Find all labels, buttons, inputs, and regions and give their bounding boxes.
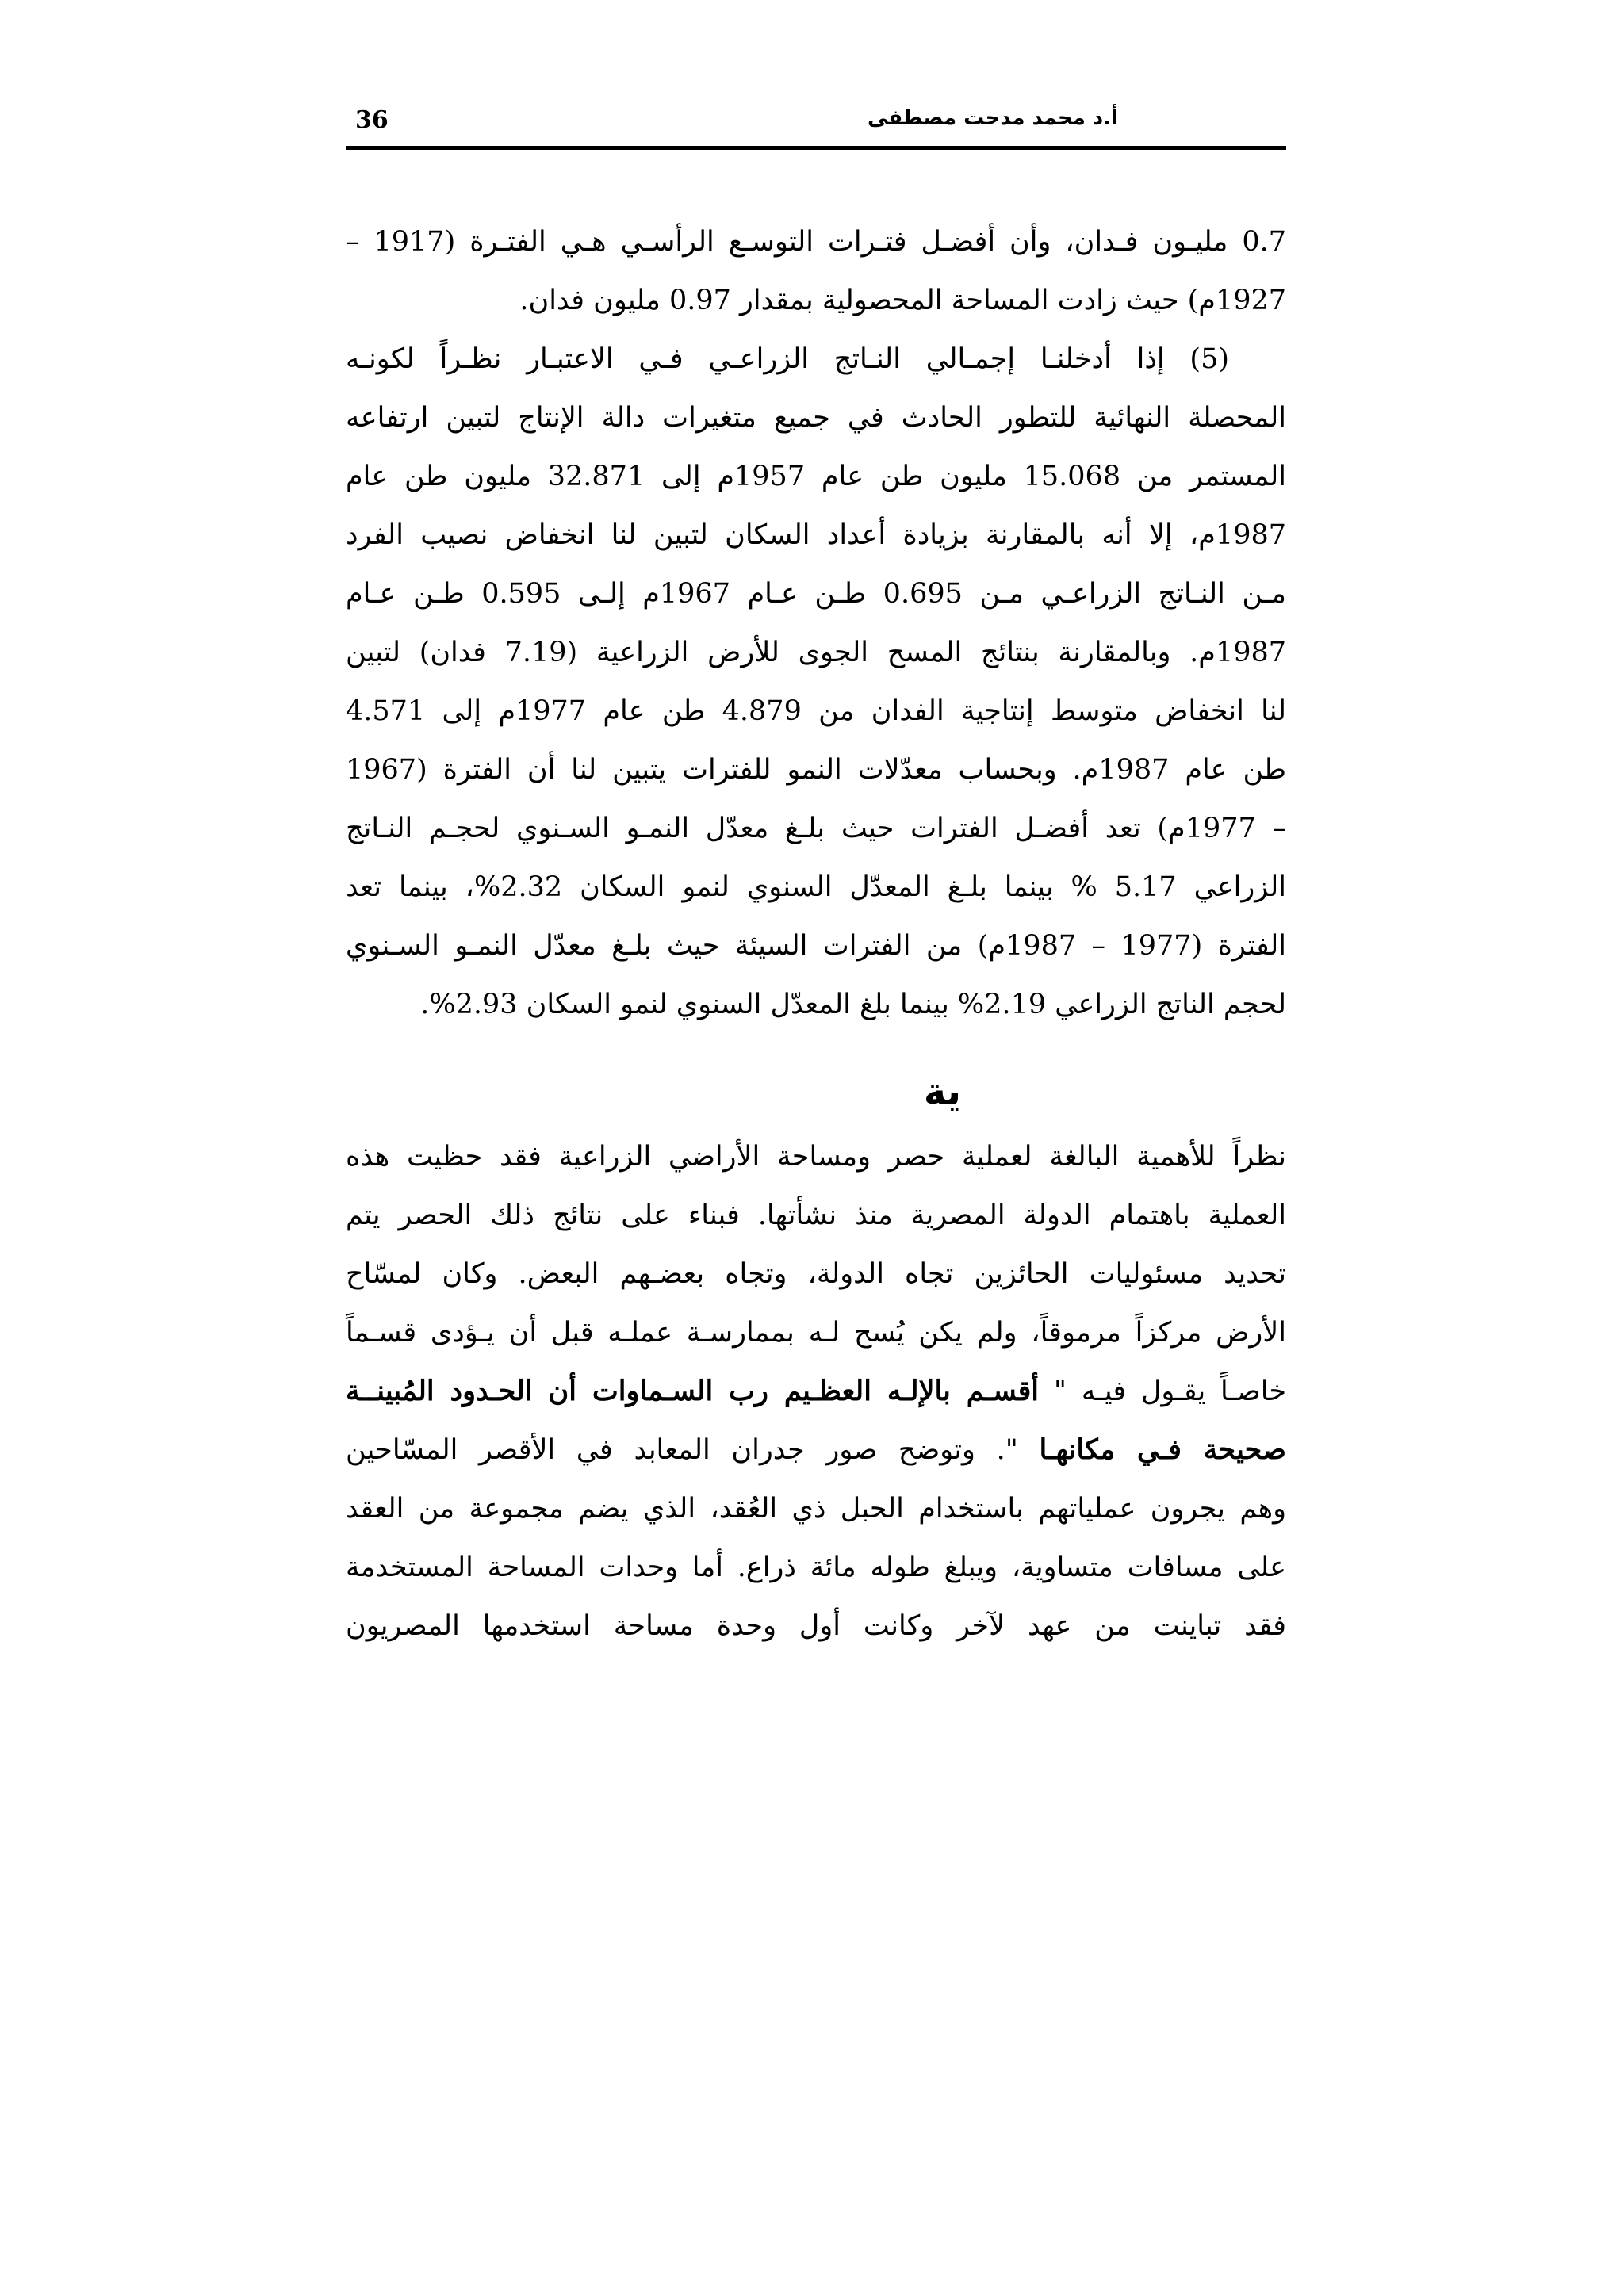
text-line: – 1977م) تعد أفضـل الفترات حيث بلـغ معدّل النمـو السـنوي لحجـم النـاتج: [346, 813, 1286, 844]
text-line: تحديد مسئوليات الحائزين تجاه الدولة، وتجاه بعضـهم البعض. وكان لمسّاح: [346, 1258, 1286, 1290]
text-line: وهم يجرون عملياتهم باستخدام الحبل ذي العُقد، الذي يضم مجموعة من العقد: [346, 1493, 1286, 1525]
oath-quote-end-bold: صحيحة فـي مكانهـا: [1039, 1433, 1286, 1466]
text-line: فقد تباينت من عهد لآخر وكانت أول وحدة مساحة استخدمها المصريون: [346, 1610, 1286, 1642]
page-header: [346, 101, 1285, 149]
text-line: 1987م. وبالمقارنة بنتائج المسح الجوى للأرض الزراعية (7.19 فدان) لتبين: [346, 637, 1286, 668]
oath-quote-bold: أقسـم بالإلـه العظـيم رب السـماوات أن الحـدود المُبينــة: [346, 1375, 1040, 1407]
text-line: 0.7 مليـون فـدان، وأن أفضـل فتـرات التوسـع الرأسـي هـي الفتـرة (1917 –: [346, 226, 1286, 258]
text-line: لحجم الناتج الزراعي 2.19% بينما بلغ المعدّل السنوي لنمو السكان 2.93%.: [420, 989, 1286, 1020]
running-head-author: أ.د محمد مدحت مصطفى: [867, 106, 1118, 130]
text-line: المستمر من 15.068 مليون طن عام 1957م إلى 32.871 مليون طن عام: [346, 461, 1286, 492]
text-line: (5) إذا أدخلنـا إجمـالي النـاتج الزراعـي فـي الاعتبـار نظـراً لكونـه: [346, 343, 1229, 375]
page-number: 36: [355, 106, 389, 134]
text-line: نظراً للأهمية البالغة لعملية حصر ومساحة الأراضي الزراعية فقد حظيت هذه: [346, 1141, 1286, 1173]
text-line: الأرض مركزاً مرموقاً، ولم يكن يُسح لـه بممارسـة عملـه قبل أن يـؤدى قسـماً: [346, 1317, 1286, 1349]
paragraph-3: [346, 1127, 1286, 1655]
text-line: 1927م) حيث زادت المساحة المحصولية بمقدار 0.97 مليون فدان.: [519, 285, 1286, 316]
text-line: المحصلة النهائية للتطور الحادث في جميع متغيرات دالة الإنتاج لتبين ارتفاعه: [346, 402, 1286, 434]
text-line: لنا انخفاض متوسط إنتاجية الفدان من 4.879 طن عام 1977م إلى 4.571: [346, 695, 1286, 727]
text-line: طن عام 1987م. وبحساب معدّلات النمو للفترات يتبين لنا أن الفترة (1967: [346, 754, 1286, 786]
text-line-oath-end: [346, 1421, 1286, 1479]
text-line: الفترة (1977 – 1987م) من الفترات السيئة حيث بلـغ معدّل النمـو السـنوي: [346, 930, 1286, 962]
header-rule: [346, 146, 1286, 150]
section-heading: ية: [923, 1070, 961, 1114]
text-line: مـن النـاتج الزراعـي مـن 0.695 طـن عـام 1967م إلـى 0.595 طـن عـام: [346, 578, 1286, 610]
oath-intro-text: خاصـاً يقـول فيـه ": [1039, 1376, 1286, 1407]
text-line-oath: [346, 1362, 1286, 1421]
oath-after-text: ". وتوضح صور جدران المعابد في الأقصر المسّاحين: [346, 1434, 1040, 1466]
text-line: العملية باهتمام الدولة المصرية منذ نشأتها. فبناء على نتائج ذلك الحصر يتم: [346, 1200, 1286, 1231]
text-line: على مسافات متساوية، ويبلغ طوله مائة ذراع. أما وحدات المساحة المستخدمة: [346, 1552, 1286, 1583]
text-line: الزراعي 5.17 % بينما بلـغ المعدّل السنوي لنمو السكان 2.32%، بينما تعد: [346, 871, 1286, 903]
text-line: 1987م، إلا أنه بالمقارنة بزيادة أعداد السكان لتبين لنا انخفاض نصيب الفرد: [346, 519, 1286, 551]
paragraph-2: [346, 330, 1286, 1034]
body-text: [346, 212, 1286, 1655]
paragraph-1: [346, 212, 1286, 330]
